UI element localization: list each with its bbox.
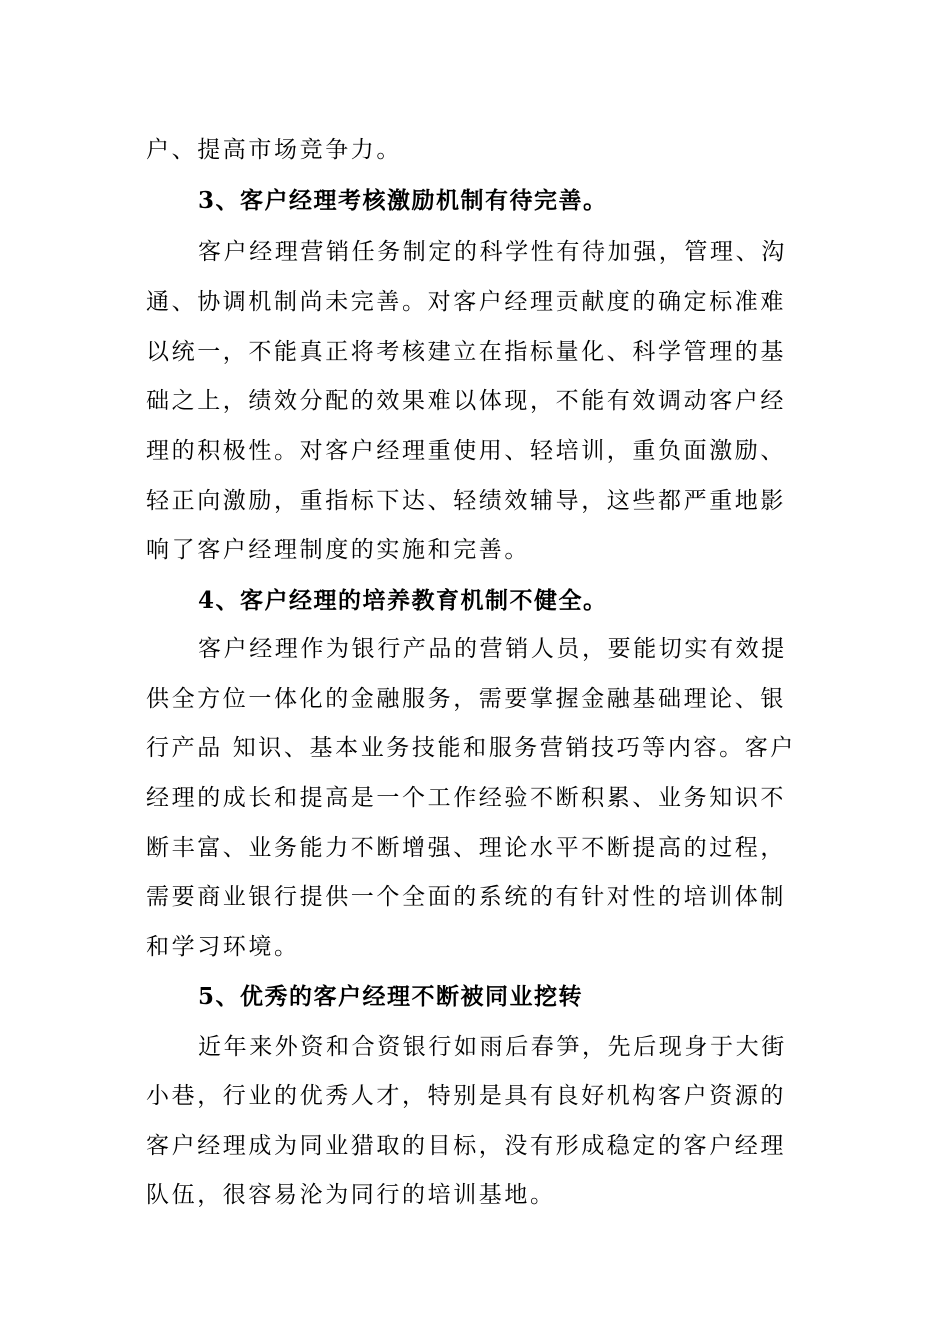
paragraph-line: 行产品 知识、基本业务技能和服务营销技巧等内容。客户 [146,735,796,761]
paragraph-line: 客户经理作为银行产品的营销人员，要能切实有效提 [198,636,787,662]
paragraph-line: 客户经理营销任务制定的科学性有待加强，管理、沟 [198,239,787,265]
paragraph-line: 理的积极性。对客户经理重使用、轻培训，重负面激励、 [146,438,786,464]
paragraph-line: 近年来外资和合资银行如雨后春笋，先后现身于大街 [198,1034,787,1060]
paragraph-line: 础之上，绩效分配的效果难以体现，不能有效调动客户经 [146,388,786,414]
paragraph-line: 小巷，行业的优秀人才，特别是具有良好机构客户资源的 [146,1083,786,1109]
paragraph-line: 客户经理成为同业猎取的目标，没有形成稳定的客户经理 [146,1133,786,1159]
paragraph-line: 需要商业银行提供一个全面的系统的有针对性的培训体制 [146,884,786,910]
section-heading-4: 4、客户经理的培养教育机制不健全。 [198,587,608,614]
paragraph-line: 通、协调机制尚未完善。对客户经理贡献度的确定标准难 [146,289,786,315]
paragraph-line: 和学习环境。 [146,934,300,960]
paragraph-line: 队伍，很容易沦为同行的培训基地。 [146,1182,556,1208]
paragraph-line: 轻正向激励，重指标下达、轻绩效辅导，这些都严重地影 [146,488,786,514]
paragraph-line: 以统一，不能真正将考核建立在指标量化、科学管理的基 [146,339,786,365]
paragraph-line: 供全方位一体化的金融服务，需要掌握金融基础理论、银 [146,686,786,712]
paragraph-line: 断丰富、业务能力不断增强、理论水平不断提高的过程， [146,835,786,861]
section-heading-3: 3、客户经理考核激励机制有待完善。 [198,187,608,214]
paragraph-line: 户、提高市场竞争力。 [146,137,402,163]
section-heading-5: 5、优秀的客户经理不断被同业挖转 [198,983,584,1010]
paragraph-line: 响了客户经理制度的实施和完善。 [146,537,530,563]
paragraph-line: 经理的成长和提高是一个工作经验不断积累、业务知识不 [146,785,786,811]
